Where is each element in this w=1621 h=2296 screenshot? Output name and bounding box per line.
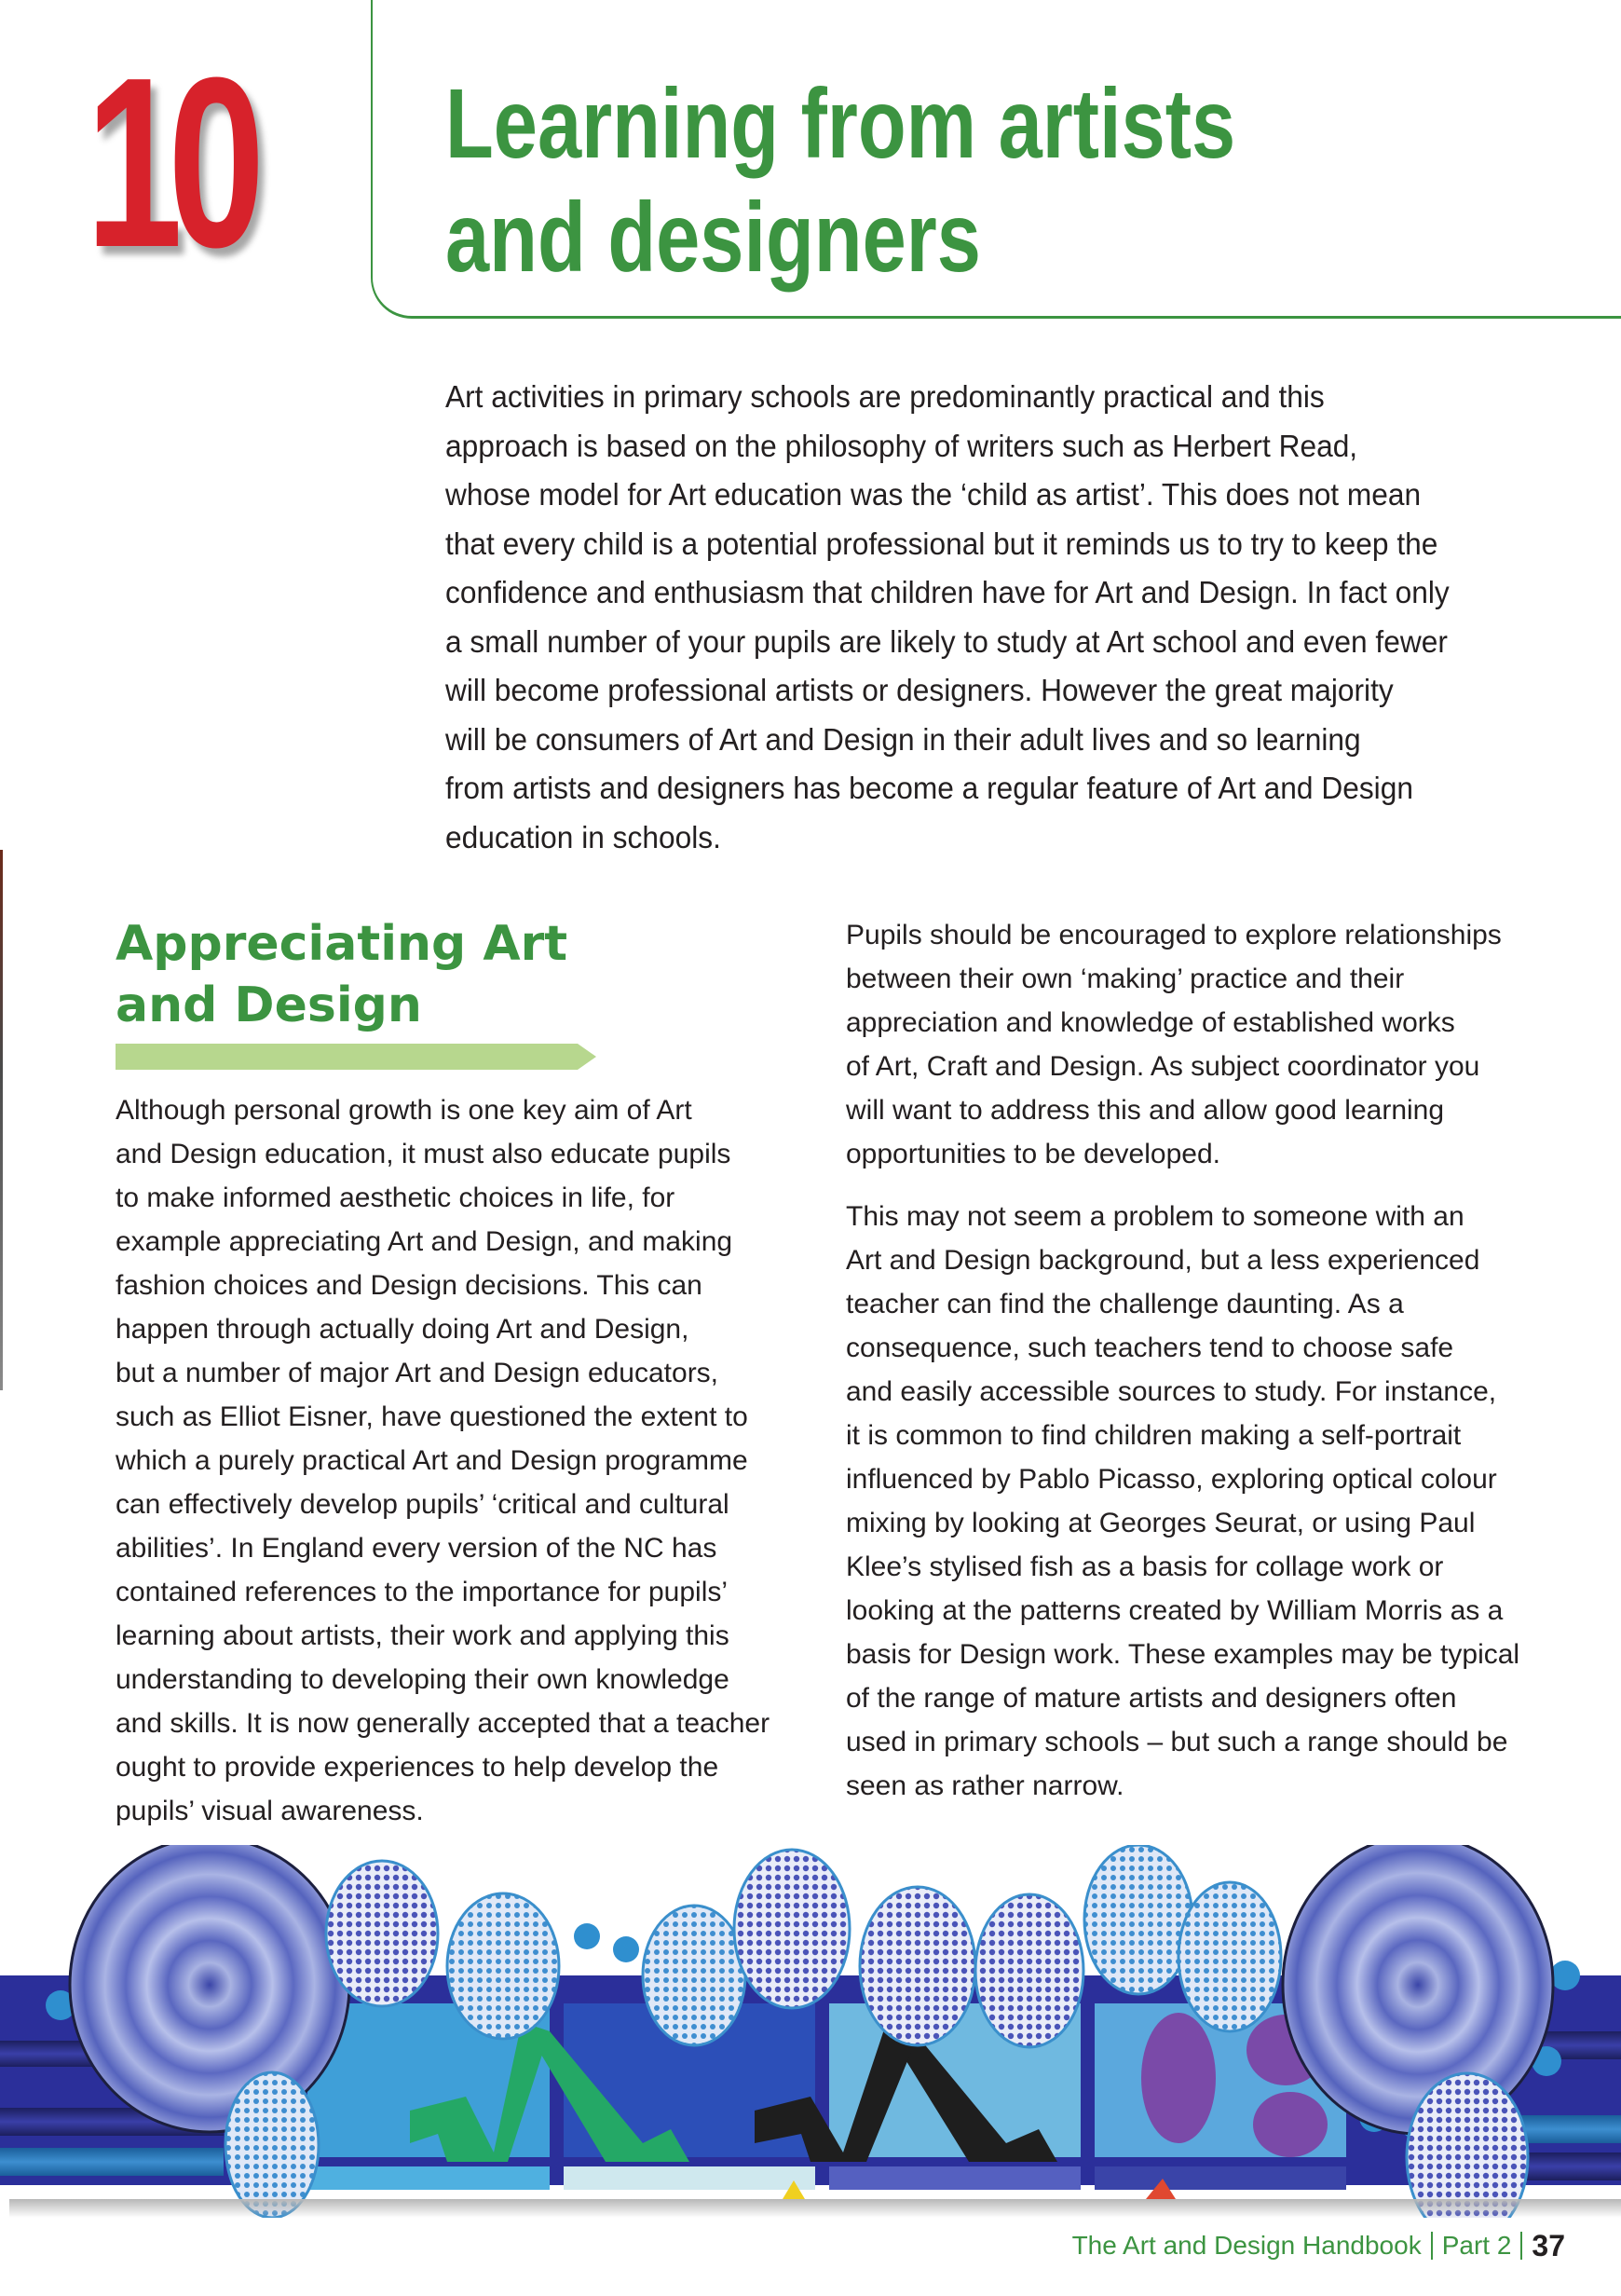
- text-line: between their own ‘making’ practice and their: [846, 964, 1405, 994]
- text-line: consequence, such teachers tend to choose safe: [846, 1332, 1454, 1363]
- page-edge-decoration: [0, 850, 3, 1390]
- intro-line: will become professional artists or designers. However the great majority: [445, 673, 1394, 707]
- text-line: pupils’ visual awareness.: [116, 1796, 424, 1826]
- text-line: happen through actually doing Art and Design,: [116, 1314, 689, 1345]
- text-line: and easily accessible sources to study. For instance,: [846, 1376, 1497, 1407]
- page-number: 37: [1532, 2229, 1565, 2262]
- text-line: fashion choices and Design decisions. This can: [116, 1270, 702, 1301]
- left-column-paragraph: [116, 1088, 770, 1833]
- text-line: influenced by Pablo Picasso, exploring optical colour: [846, 1464, 1497, 1495]
- intro-line: that every child is a potential professional but it reminds us to try to keep the: [445, 526, 1438, 561]
- text-line: which a purely practical Art and Design programme: [116, 1445, 748, 1476]
- intro-line: approach is based on the philosophy of writers such as Herbert Read,: [445, 428, 1358, 463]
- intro-line: whose model for Art education was the ‘child as artist’. This does not mean: [445, 477, 1422, 512]
- intro-line: will be consumers of Art and Design in their adult lives and so learning: [445, 721, 1361, 757]
- text-line: and Design education, it must also educate pupils: [116, 1139, 731, 1169]
- section-heading-line: and Design: [116, 977, 422, 1033]
- chapter-title-line: Learning from artists: [445, 69, 1236, 179]
- text-line: Klee’s stylised fish as a basis for collage work or: [846, 1551, 1444, 1582]
- intro-line: confidence and enthusiasm that children have for Art and Design. In fact only: [445, 575, 1450, 609]
- text-line: of the range of mature artists and designers often: [846, 1683, 1457, 1714]
- footer-separator: [1431, 2232, 1433, 2260]
- artwork-banner-image: [0, 1845, 1621, 2218]
- text-line: looking at the patterns created by William Morris as a: [846, 1595, 1504, 1626]
- intro-line: a small number of your pupils are likely to study at Art school and even fewer: [445, 623, 1448, 659]
- text-line: will want to address this and allow good learning: [846, 1095, 1445, 1126]
- text-line: ought to provide experiences to help develop the: [116, 1752, 719, 1783]
- intro-paragraph: [445, 373, 1591, 862]
- text-line: can effectively develop pupils’ ‘critical and cultural: [116, 1489, 729, 1520]
- intro-line: education in schools.: [445, 819, 721, 854]
- footer-separator: [1520, 2232, 1522, 2260]
- text-line: contained references to the importance for pupils’: [116, 1577, 729, 1607]
- page-footer: [1072, 2227, 1565, 2264]
- text-line: Art and Design background, but a less experienced: [846, 1245, 1480, 1276]
- intro-line: Art activities in primary schools are predominantly practical and this: [445, 379, 1325, 414]
- text-line: learning about artists, their work and applying this: [116, 1620, 729, 1651]
- text-line: appreciation and knowledge of established works: [846, 1007, 1455, 1038]
- section-heading: [116, 913, 567, 1036]
- banner-shadow: [9, 2199, 1621, 2218]
- section-heading-line: Appreciating Art: [116, 916, 568, 972]
- text-line: basis for Design work. These examples may be typical: [846, 1639, 1520, 1670]
- text-line: used in primary schools – but such a range should be: [846, 1727, 1508, 1757]
- text-line: seen as rather narrow.: [846, 1770, 1124, 1801]
- chapter-title: [445, 67, 1235, 294]
- text-line: example appreciating Art and Design, and making: [116, 1226, 733, 1257]
- text-line: Although personal growth is one key aim of Art: [116, 1095, 692, 1126]
- text-line: understanding to developing their own knowledge: [116, 1664, 729, 1695]
- text-line: such as Elliot Eisner, have questioned the extent to: [116, 1401, 748, 1432]
- arrow-bar-decoration: [116, 1044, 596, 1070]
- right-column-paragraph-1: [846, 913, 1502, 1176]
- text-line: Pupils should be encouraged to explore relationships: [846, 920, 1502, 950]
- text-line: mixing by looking at Georges Seurat, or using Paul: [846, 1508, 1476, 1538]
- chapter-title-line: and designers: [445, 183, 981, 293]
- footer-book-title: The Art and Design Handbook: [1071, 2231, 1422, 2260]
- text-line: abilities’. In England every version of the NC has: [116, 1533, 717, 1564]
- text-line: but a number of major Art and Design educators,: [116, 1358, 719, 1388]
- text-line: This may not seem a problem to someone with an: [846, 1201, 1464, 1232]
- text-line: of Art, Craft and Design. As subject coordinator you: [846, 1051, 1480, 1082]
- footer-part: Part 2: [1441, 2231, 1512, 2260]
- chapter-number: 10: [86, 28, 251, 298]
- text-line: and skills. It is now generally accepted that a teacher: [116, 1708, 770, 1739]
- right-column-paragraph-2: [846, 1195, 1519, 1808]
- text-line: opportunities to be developed.: [846, 1139, 1220, 1169]
- intro-line: from artists and designers has become a regular feature of Art and Design: [445, 771, 1413, 805]
- text-line: it is common to find children making a self-portrait: [846, 1420, 1462, 1451]
- text-line: to make informed aesthetic choices in life, for: [116, 1182, 675, 1213]
- text-line: teacher can find the challenge daunting. As a: [846, 1289, 1404, 1319]
